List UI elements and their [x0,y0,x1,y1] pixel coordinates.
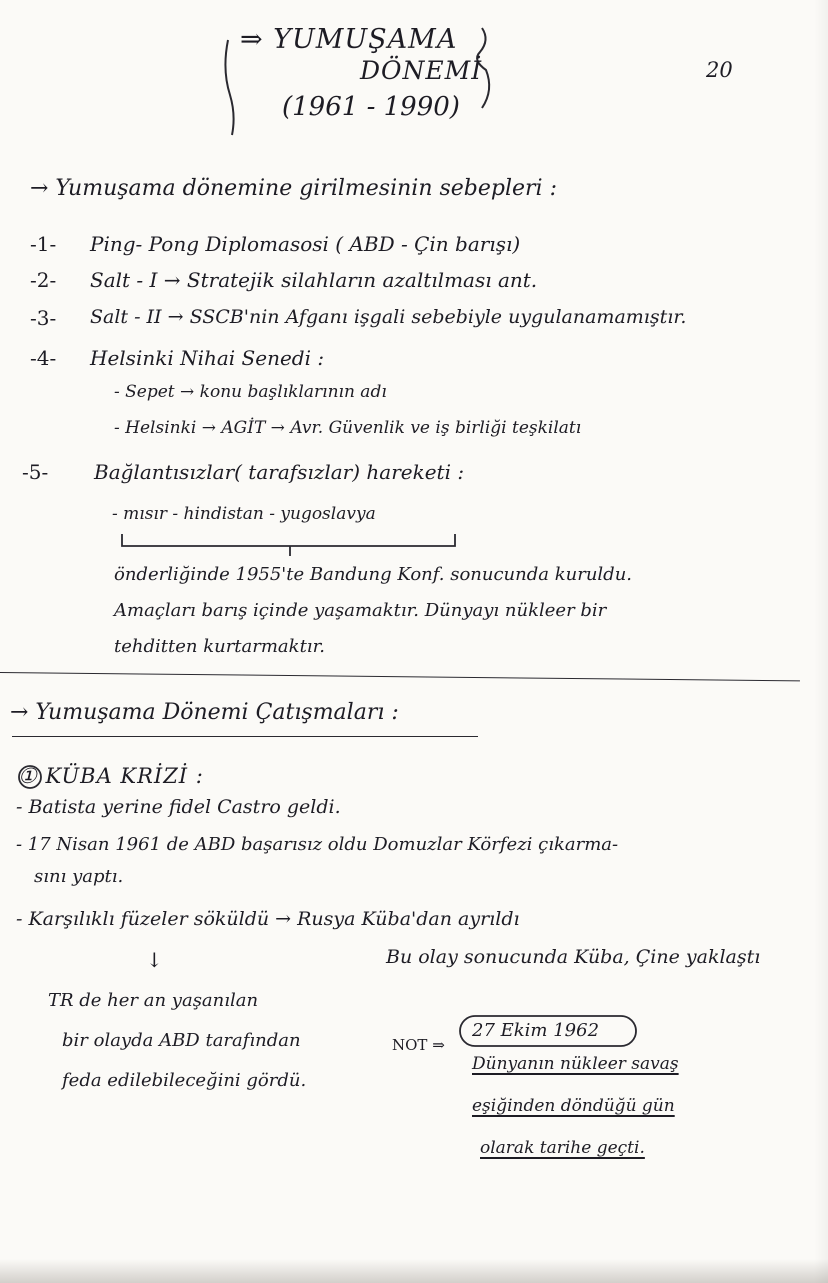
nonaligned-countries: - mısır - hindistan - yugoslavya [112,504,376,524]
arrow-down-icon: ↓ [146,948,163,972]
cuba-item2: - 17 Nisan 1961 de ABD başarısız oldu Domuzlar Körfezi çıkarma- [16,834,619,855]
item1-text: Ping- Pong Diplomasosi ( ABD - Çin barışı) [90,232,521,256]
page-bottom-shadow [0,1259,828,1283]
item5-number: -5- [22,460,49,484]
item1-number: -1- [30,232,57,256]
title-line1: ⇒ YUMUŞAMA [240,24,458,55]
title-years: (1961 - 1990) [282,92,460,122]
item3-number: -3- [30,306,57,330]
item2-text: Salt - I → Stratejik silahların azaltılması ant. [90,268,538,292]
cuba-item2-cont: sını yaptı. [34,866,124,887]
helsinki-sub2: - Helsinki → AGİT → Avr. Güvenlik ve iş birliği teşkilatı [114,418,582,438]
not-date: 27 Ekim 1962 [472,1020,600,1041]
cuba-item3: - Karşılıklı füzeler söküldü → Rusya Küba'dan ayrıldı [16,908,520,930]
item4-number: -4- [30,346,57,370]
item4-text: Helsinki Nihai Senedi : [90,346,325,370]
not-text-line1: Dünyanın nükleer savaş [472,1054,679,1074]
not-text-line3: olarak tarihe geçti. [480,1138,645,1158]
nonaligned-line1: önderliğinde 1955'te Bandung Konf. sonucunda kuruldu. [114,564,633,585]
tr-note-line3: feda edilebileceğini gördü. [62,1070,307,1091]
section1-heading: → Yumuşama dönemine girilmesinin sebepleri : [30,176,558,201]
section2-rule [12,736,478,737]
section2-heading: → Yumuşama Dönemi Çatışmaları : [10,700,399,725]
cuba-title: ① KÜBA KRİZİ : [18,764,204,788]
tr-note-line1: TR de her an yaşanılan [48,990,259,1011]
item2-number: -2- [30,268,57,292]
item3-text: Salt - II → SSCB'nin Afganı işgali sebebiyle uygulanamamıştır. [90,306,687,328]
page-number: 20 [706,58,733,82]
cuba-item4: Bu olay sonucunda Küba, Çine yaklaştı [386,946,761,968]
title-line2: DÖNEMİ [360,56,483,85]
not-label: NOT ⇒ [392,1036,445,1054]
nonaligned-line2: Amaçları barış içinde yaşamaktır. Dünyayı nükleer bir [114,600,607,621]
title-bracket-left [225,40,233,135]
item5-text: Bağlantısızlar( tarafsızlar) hareketi : [94,460,465,484]
not-text-line2: eşiğinden döndüğü gün [472,1096,675,1116]
countries-brace [122,534,455,556]
helsinki-sub1: - Sepet → konu başlıklarının adı [114,382,387,402]
cuba-item1: - Batista yerine fidel Castro geldi. [16,796,341,818]
tr-note-line2: bir olayda ABD tarafından [62,1030,301,1051]
page-edge-shade [814,0,828,1283]
nonaligned-line3: tehditten kurtarmaktır. [114,636,325,657]
